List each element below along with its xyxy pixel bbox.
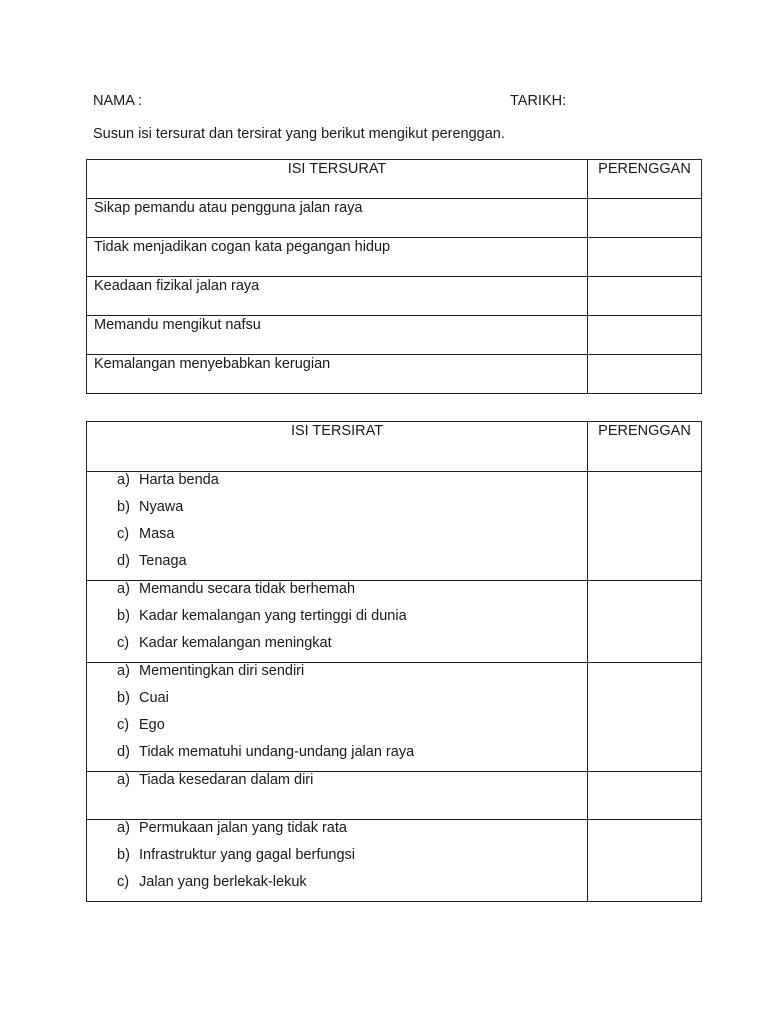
perenggan-answer-cell[interactable] [588, 355, 702, 394]
perenggan-answer-cell[interactable] [588, 820, 702, 902]
isi-tersurat-item: Sikap pemandu atau pengguna jalan raya [87, 199, 588, 238]
list-item-text: Kadar kemalangan yang tertinggi di dunia [139, 608, 407, 624]
perenggan-answer-cell[interactable] [588, 663, 702, 772]
list-item [117, 526, 587, 553]
table-row [87, 772, 702, 820]
perenggan-answer-cell[interactable] [588, 199, 702, 238]
list-item [117, 772, 587, 799]
list-item-text: Nyawa [139, 499, 184, 515]
isi-tersirat-list [87, 472, 587, 580]
list-item [117, 581, 587, 608]
list-item-text: Tidak mematuhi undang-undang jalan raya [139, 744, 415, 760]
table-row [87, 472, 702, 581]
perenggan-answer-cell[interactable] [588, 581, 702, 663]
table-row [87, 355, 702, 394]
list-item [117, 744, 587, 771]
isi-tersurat-table [86, 159, 702, 394]
list-item [117, 472, 587, 499]
list-item [117, 847, 587, 874]
isi-tersirat-group [87, 772, 588, 820]
list-marker: c) [117, 874, 130, 890]
list-item-text: Tenaga [139, 553, 187, 569]
list-item [117, 820, 587, 847]
list-marker: a) [117, 663, 130, 679]
list-marker: d) [117, 744, 130, 760]
list-marker: a) [117, 820, 130, 836]
isi-tersirat-group [87, 581, 588, 663]
list-marker: d) [117, 553, 130, 569]
list-item [117, 635, 587, 662]
column-header-perenggan: PERENGGAN [588, 160, 702, 199]
perenggan-answer-cell[interactable] [588, 472, 702, 581]
table-row [87, 316, 702, 355]
column-header-isi-tersirat: ISI TERSIRAT [87, 422, 588, 472]
perenggan-answer-cell[interactable] [588, 316, 702, 355]
list-item-text: Masa [139, 526, 175, 542]
list-item-text: Mementingkan diri sendiri [139, 663, 305, 679]
list-marker: c) [117, 717, 130, 733]
isi-tersirat-list [87, 581, 587, 662]
list-item [117, 553, 587, 580]
list-marker: b) [117, 499, 130, 515]
table-row [87, 277, 702, 316]
list-marker: b) [117, 690, 130, 706]
isi-tersurat-item: Kemalangan menyebabkan kerugian [87, 355, 588, 394]
date-label: TARIKH: [510, 93, 567, 109]
list-item [117, 608, 587, 635]
table-header-row [87, 422, 702, 472]
table-row [87, 199, 702, 238]
list-marker: b) [117, 847, 130, 863]
perenggan-answer-cell[interactable] [588, 277, 702, 316]
list-item-text: Infrastruktur yang gagal berfungsi [139, 847, 356, 863]
header-row [93, 93, 613, 113]
instruction-text: Susun isi tersurat dan tersirat yang berikut mengikut perenggan. [93, 126, 505, 142]
isi-tersirat-group [87, 472, 588, 581]
column-header-isi-tersurat: ISI TERSURAT [87, 160, 588, 199]
list-item [117, 499, 587, 526]
table-header-row [87, 160, 702, 199]
list-item [117, 717, 587, 744]
isi-tersirat-list [87, 820, 587, 901]
isi-tersirat-list [87, 663, 587, 771]
list-item-text: Cuai [139, 690, 169, 706]
list-marker: a) [117, 581, 130, 597]
isi-tersirat-table [86, 421, 702, 902]
table-row [87, 581, 702, 663]
list-item-text: Permukaan jalan yang tidak rata [139, 820, 347, 836]
list-item [117, 663, 587, 690]
isi-tersirat-group [87, 663, 588, 772]
table-row [87, 238, 702, 277]
isi-tersurat-item: Tidak menjadikan cogan kata pegangan hidup [87, 238, 588, 277]
isi-tersirat-list [87, 772, 587, 799]
list-marker: b) [117, 608, 130, 624]
name-label: NAMA : [93, 93, 143, 109]
list-item-text: Harta benda [139, 472, 219, 488]
column-header-perenggan: PERENGGAN [588, 422, 702, 472]
list-marker: a) [117, 472, 130, 488]
isi-tersurat-item: Memandu mengikut nafsu [87, 316, 588, 355]
isi-tersurat-item: Keadaan fizikal jalan raya [87, 277, 588, 316]
list-item-text: Kadar kemalangan meningkat [139, 635, 332, 651]
table-row [87, 820, 702, 902]
perenggan-answer-cell[interactable] [588, 238, 702, 277]
list-item-text: Ego [139, 717, 165, 733]
isi-tersirat-group [87, 820, 588, 902]
perenggan-answer-cell[interactable] [588, 772, 702, 820]
list-item-text: Jalan yang berlekak-lekuk [139, 874, 307, 890]
list-item [117, 690, 587, 717]
list-marker: a) [117, 772, 130, 788]
list-marker: c) [117, 635, 130, 651]
list-item [117, 874, 587, 901]
table-row [87, 663, 702, 772]
list-item-text: Memandu secara tidak berhemah [139, 581, 356, 597]
list-marker: c) [117, 526, 130, 542]
list-item-text: Tiada kesedaran dalam diri [139, 772, 314, 788]
